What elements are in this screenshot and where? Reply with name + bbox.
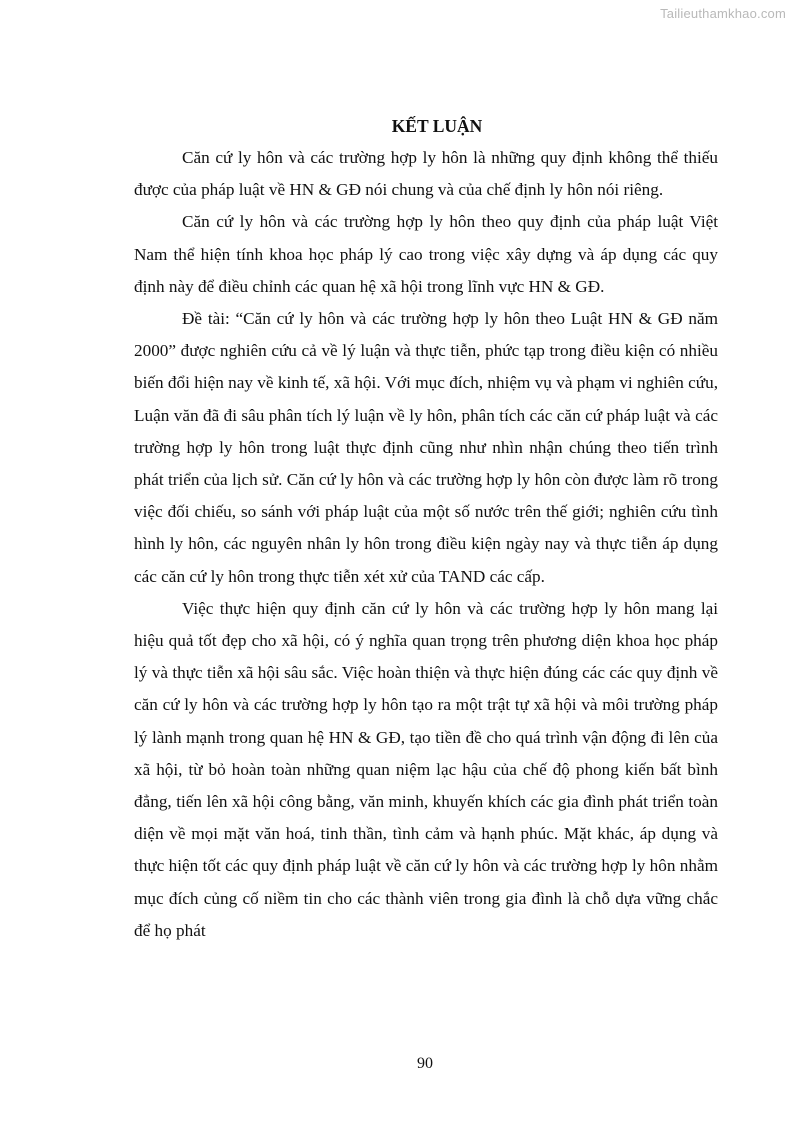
- paragraph-4: Việc thực hiện quy định căn cứ ly hôn và các trường hợp ly hôn mang lại hiệu quả tốt đẹp cho xã hội, có ý nghĩa quan trọng trên phương diện khoa học pháp lý và thực tiễn xã hội sâu sắc. Việc hoàn thiện và thực hiện đúng các các quy định về căn cứ ly hôn và các trường hợp ly hôn tạo ra một trật tự xã hội và môi trường pháp lý lành mạnh trong quan hệ HN & GĐ, tạo tiền đề cho quá trình vận động đi lên của xã hội, từ bỏ hoàn toàn những quan niệm lạc hậu của chế độ phong kiến bất bình đẳng, tiến lên xã hội công bằng, văn minh, khuyến khích các gia đình phát triển toàn diện về mọi mặt văn hoá, tinh thần, tình cảm và hạnh phúc. Mặt khác, áp dụng và thực hiện tốt các quy định pháp luật về căn cứ ly hôn và các trường hợp ly hôn nhằm mục đích củng cố niềm tin cho các thành viên trong gia đình là chỗ dựa vững chắc để họ phát: [134, 598, 718, 940]
- section-heading: KẾT LUẬN: [391, 116, 483, 136]
- page-number: 90: [417, 1055, 433, 1072]
- document-body: [134, 110, 718, 947]
- paragraph-2: Căn cứ ly hôn và các trường hợp ly hôn theo quy định của pháp luật Việt Nam thể hiện tính khoa học pháp lý cao trong việc xây dựng và áp dụng các quy định này để điều chỉnh các quan hệ xã hội trong lĩnh vực HN & GĐ.: [134, 212, 718, 296]
- watermark-text: Tailieuthamkhao.com: [660, 6, 786, 21]
- paragraph-1: Căn cứ ly hôn và các trường hợp ly hôn là những quy định không thể thiếu được của pháp luật về HN & GĐ nói chung và của chế định ly hôn nói riêng.: [134, 148, 718, 200]
- paragraph-3: Đề tài: “Căn cứ ly hôn và các trường hợp ly hôn theo Luật HN & GĐ năm 2000” được nghiên cứu cả về lý luận và thực tiễn, phức tạp trong điều kiện có nhiều biến đổi hiện nay về kinh tế, xã hội. Với mục đích, nhiệm vụ và phạm vi nghiên cứu, Luận văn đã đi sâu phân tích lý luận về ly hôn, phân tích các căn cứ pháp luật và các trường hợp ly hôn trong luật thực định cũng như nhìn nhận chúng theo tiến trình phát triển của lịch sử. Căn cứ ly hôn và các trường hợp ly hôn còn được làm rõ trong việc đối chiếu, so sánh với pháp luật của một số nước trên thế giới; nghiên cứu tình hình ly hôn, các nguyên nhân ly hôn trong điều kiện ngày nay và thực tiễn áp dụng các căn cứ ly hôn trong thực tiễn xét xử của TAND các cấp.: [134, 309, 718, 586]
